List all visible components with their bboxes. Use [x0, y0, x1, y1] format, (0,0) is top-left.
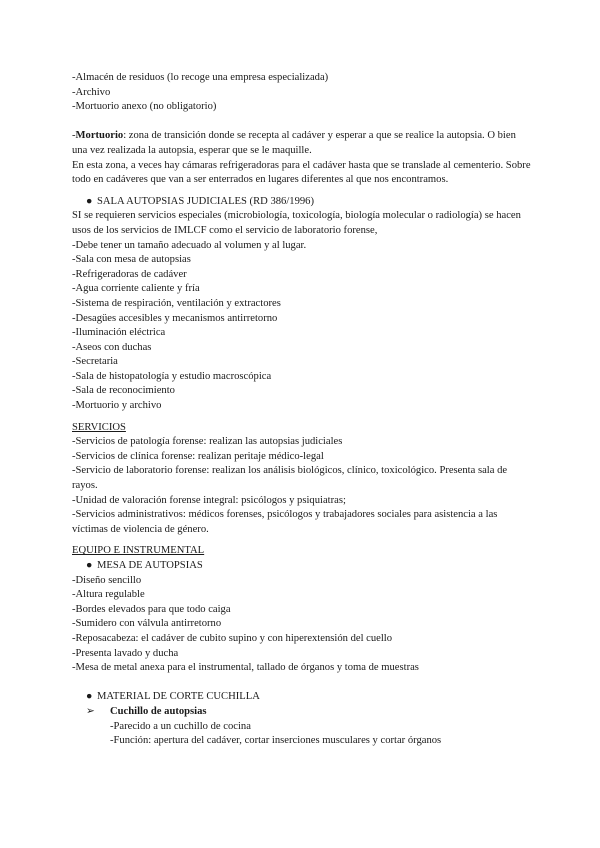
- list-item: -Sala de reconocimiento: [72, 385, 175, 397]
- list-item: -Unidad de valoración forense integral: psicólogos y psiquiatras;: [72, 494, 346, 506]
- list-item: -Almacén de residuos (lo recoge una empresa especializada): [72, 72, 329, 83]
- list-item: -Sumidero con válvula antirretorno: [72, 618, 222, 630]
- list-item: -Altura regulable: [72, 589, 145, 601]
- list-item: -Desagües accesibles y mecanismos antirretorno: [72, 312, 278, 324]
- list-item: -Mortuorio anexo (no obligatorio): [72, 101, 217, 113]
- section-heading-equipo: EQUIPO E INSTRUMENTAL: [72, 545, 205, 557]
- subheading-mesa: ● MESA DE AUTOPSIAS: [72, 559, 532, 574]
- mortuorio-term-prefix: -: [72, 130, 76, 142]
- mortuorio-text: : zona de transición donde se recepta al cadáver y esperar a que se realice la autopsia. O bien una vez realizada la autopsia, esperar que se le maquille.: [72, 130, 516, 156]
- list-item: -Diseño sencillo: [72, 574, 142, 586]
- list-item: -Reposacabeza: el cadáver de cubito supino y con hiperextensión del cuello: [72, 632, 393, 644]
- list-item: -Debe tener un tamaño adecuado al volumen y al lugar.: [72, 239, 307, 251]
- list-item: -Sistema de respiración, ventilación y extractores: [72, 297, 281, 309]
- list-item: -Servicios de clínica forense: realizan peritaje médico-legal: [72, 450, 324, 462]
- list-item: -Servicio de laboratorio forense: realizan los análisis biológicos, clínico, toxicológico. Presenta sala de rayos.: [72, 465, 508, 492]
- subheading-cuchillo: ➢ Cuchillo de autopsias: [72, 705, 532, 720]
- document-body: [72, 71, 532, 749]
- mortuorio-paragraph: [72, 129, 532, 158]
- section-heading-servicios: SERVICIOS: [72, 421, 126, 433]
- mortuorio-paragraph-2: En esta zona, a veces hay cámaras refrigeradoras para el cadáver hasta que se translade al cementerio. Sobre todo en cadáveres que van a ser enterrados en lugares diferentes al que nos encontramos.: [72, 159, 531, 186]
- subheading-material: ● MATERIAL DE CORTE CUCHILLA: [72, 690, 532, 705]
- list-item: -Presenta lavado y ducha: [72, 647, 179, 659]
- list-item: -Secretaria: [72, 356, 118, 368]
- list-item: -Aseos con duchas: [72, 341, 152, 353]
- list-item: -Parecido a un cuchillo de cocina: [110, 720, 251, 732]
- list-item: -Función: apertura del cadáver, cortar inserciones musculares y cortar órganos: [110, 735, 442, 747]
- list-item: -Servicios administrativos: médicos forenses, psicólogos y trabajadores sociales para asistencia a las víctimas de violencia de género.: [72, 509, 498, 535]
- list-item: -Mesa de metal anexa para el instrumental, tallado de órganos y toma de muestras: [72, 662, 419, 674]
- bullet-icon: ●: [86, 195, 93, 207]
- bullet-icon: ●: [86, 691, 93, 703]
- bullet-icon: ●: [86, 560, 93, 571]
- list-item: -Bordes elevados para que todo caiga: [72, 603, 231, 615]
- list-item: -Iluminación eléctrica: [72, 327, 166, 339]
- list-item: -Sala con mesa de autopsias: [72, 254, 191, 266]
- mortuorio-term: Mortuorio: [75, 130, 124, 142]
- list-item: -Archivo: [72, 86, 111, 98]
- list-item: -Agua corriente caliente y fría: [72, 283, 200, 295]
- sala-intro: SI se requieren servicios especiales (microbiología, toxicología, biología molecular o radiología) se hacen usos de los servicios de IMLCF como el servicio de laboratorio forense,: [72, 210, 521, 236]
- arrow-bullet-icon: ➢: [86, 705, 95, 717]
- list-item: -Sala de histopatología y estudio macroscópica: [72, 370, 272, 382]
- list-item: -Refrigeradoras de cadáver: [72, 268, 187, 280]
- section-heading-sala: ● SALA AUTOPSIAS JUDICIALES (RD 386/1996): [72, 195, 532, 210]
- list-item: -Servicios de patología forense: realizan las autopsias judiciales: [72, 436, 343, 448]
- list-item: -Mortuorio y archivo: [72, 400, 162, 412]
